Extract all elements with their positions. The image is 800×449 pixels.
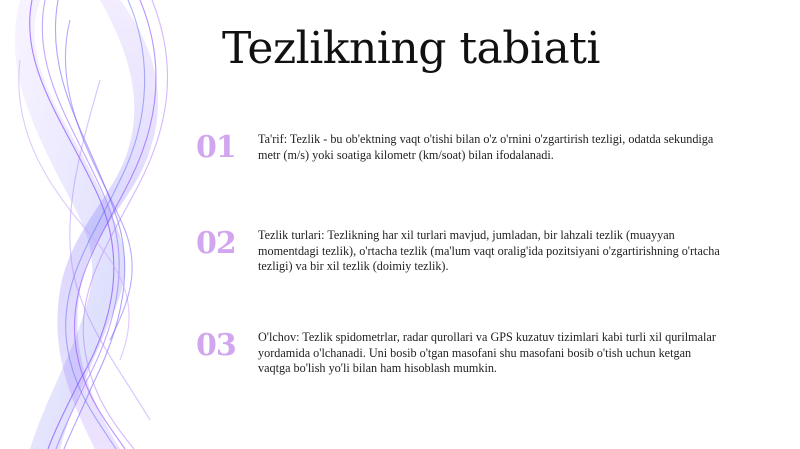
item-number: 02 bbox=[196, 226, 236, 261]
list-item bbox=[196, 226, 756, 275]
item-number: 01 bbox=[196, 130, 236, 165]
item-number: 03 bbox=[196, 328, 236, 363]
item-text: Ta'rif: Tezlik - bu ob'ektning vaqt o'tishi bilan o'z o'rnini o'zgartirish tezligi, odatda sekundiga metr (m/s) yoki soatiga kilometr (km/soat) bilan ifodalanadi. bbox=[258, 132, 714, 162]
list-item bbox=[196, 328, 756, 377]
list-item bbox=[196, 130, 756, 166]
item-text: O'lchov: Tezlik spidometrlar, radar qurollari va GPS kuzatuv tizimlari kabi turli xil qurilmalar yordamida o'lchanadi. Uni bosib o'tgan masofani shu masofani bosib o'tish uchun ketgan vaqtga bo'lish yo'li bilan ham hisoblash mumkin. bbox=[258, 330, 716, 375]
item-text: Tezlik turlari: Tezlikning har xil turlari mavjud, jumladan, bir lahzali tezlik (muayyan momentdagi tezlik), o'rtacha tezlik (ma'lum vaqt oralig'ida pozitsiyani o'zgartirishning o'rtacha tezligi) va bir xil tezlik (doimiy tezlik). bbox=[258, 228, 720, 273]
decorative-ribbon-graphic bbox=[0, 0, 220, 449]
page-title: Tezlikning tabiati bbox=[222, 23, 600, 74]
